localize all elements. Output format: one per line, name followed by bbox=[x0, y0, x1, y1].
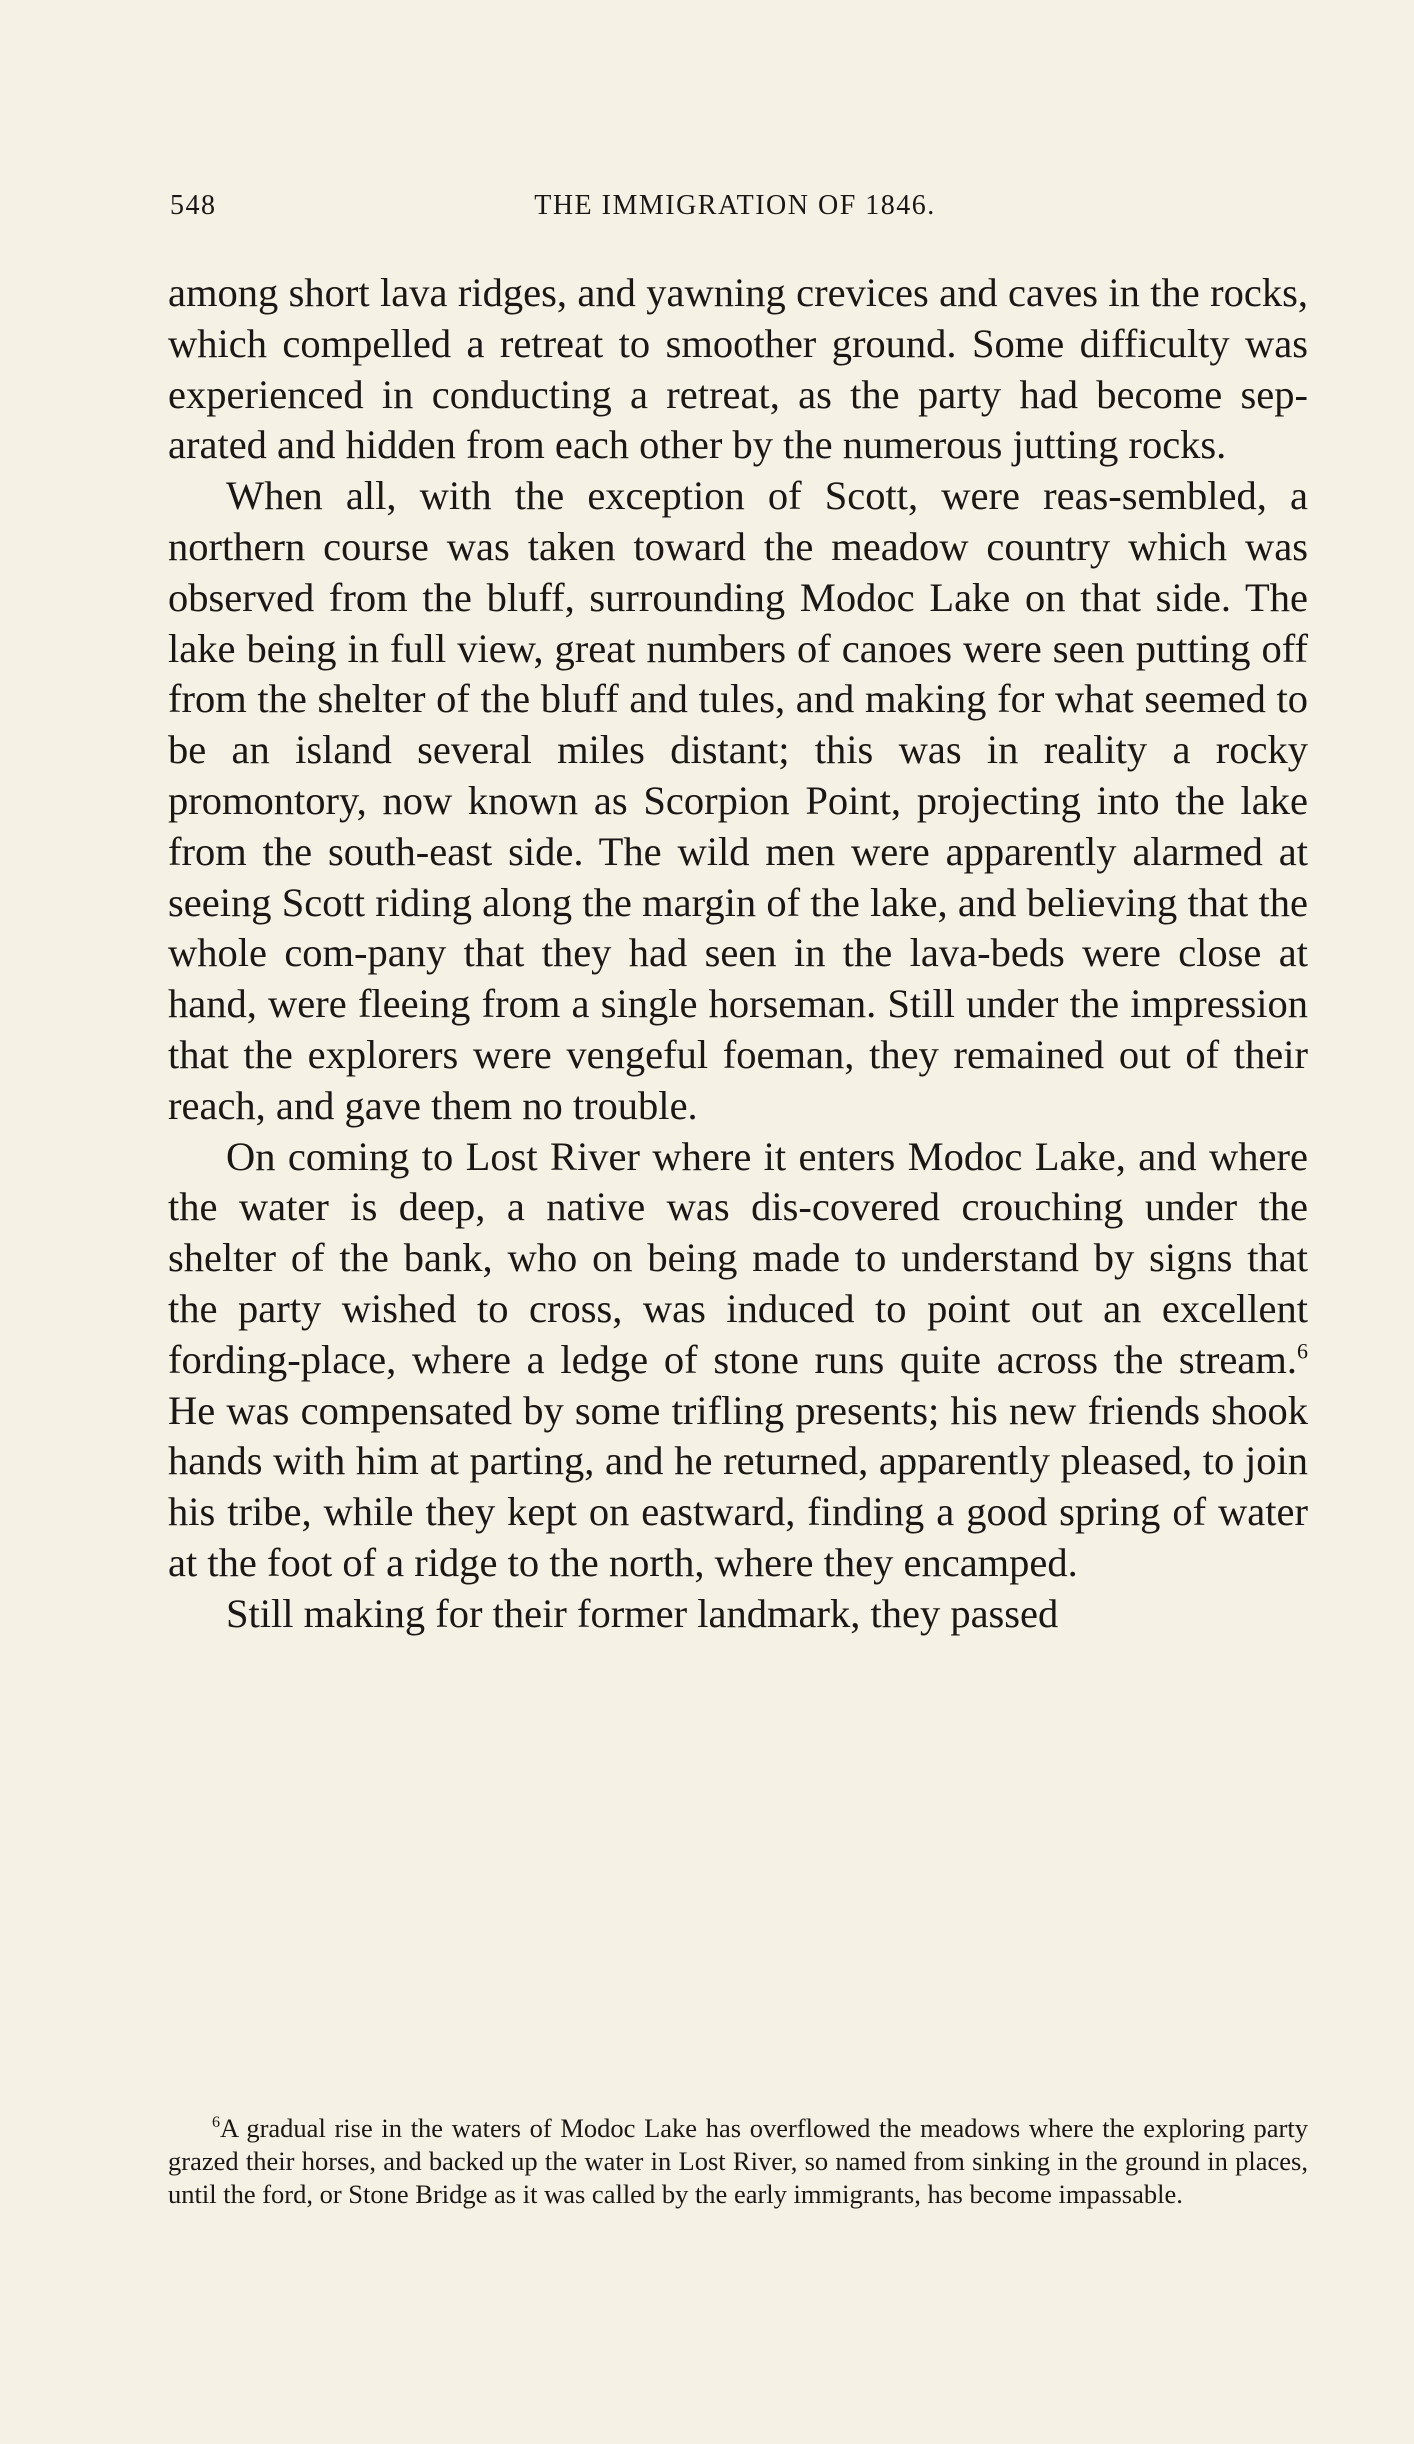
footnote-marker: 6 bbox=[212, 2114, 220, 2132]
paragraph-3 bbox=[168, 1132, 1308, 1589]
page-number: 548 bbox=[170, 190, 217, 221]
body-text bbox=[168, 268, 1308, 1640]
paragraph-3-text-b: He was compensated by some trifling presents; his new friends shook hands with him at parting, and he returned, apparently pleased, to join his tribe, while they kept on eastward, finding a good spring of water at the foot of a ridge to the north, where they encamped. bbox=[168, 1387, 1308, 1585]
footnote-paragraph bbox=[168, 2112, 1308, 2211]
paragraph-3-text-a: On coming to Lost River where it enters Modoc Lake, and where the water is deep, a native was dis-covered crouching under the shelter of the bank, who on being made to understand by signs that the party wished to cross, was induced to point out an excellent fording-place, where a ledge of stone runs quite across the stream. bbox=[168, 1133, 1308, 1382]
paragraph-1: among short lava ridges, and yawning crevices and caves in the rocks, which compelled a retreat to smoother ground. Some difficulty was experienced in conducting a retreat, as the party had become sep-arated and hidden from each other by the numerous jutting rocks. bbox=[168, 270, 1308, 468]
page-header bbox=[170, 190, 1300, 230]
footnote-text: A gradual rise in the waters of Modoc Lake has overflowed the meadows where the exploring party grazed their horses, and backed up the water in Lost River, so named from sinking in the ground in places, until the ford, or Stone Bridge as it was called by the early immigrants, has become impassable. bbox=[168, 2113, 1308, 2209]
paragraph-4: Still making for their former landmark, they passed bbox=[226, 1590, 1059, 1636]
paragraph-2: When all, with the exception of Scott, were reas-sembled, a northern course was taken toward the meadow country which was observed from the bluff, surrounding Modoc Lake on that side. The lake being in full view, great numbers of canoes were seen putting off from the shelter of the bluff and tules, and making for what seemed to be an island several miles distant; this was in reality a rocky promontory, now known as Scorpion Point, projecting into the lake from the south-east side. The wild men were apparently alarmed at seeing Scott riding along the margin of the lake, and believing that the whole com-pany that they had seen in the lava-beds were close at hand, were fleeing from a single horseman. Still under the impression that the explorers were vengeful foeman, they remained out of their reach, and gave them no trouble. bbox=[168, 473, 1308, 1128]
running-title: THE IMMIGRATION OF 1846. bbox=[534, 190, 936, 221]
footnote-reference[interactable]: 6 bbox=[1297, 1338, 1308, 1364]
footnote bbox=[168, 2112, 1308, 2211]
